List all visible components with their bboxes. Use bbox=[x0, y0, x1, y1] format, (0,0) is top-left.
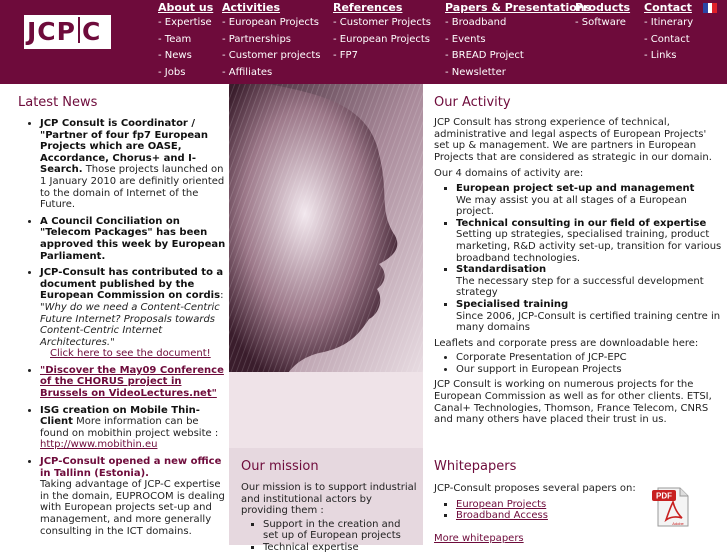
news-item: • A Council Conciliation on "Telecom Packages" has been approved this week by European Parliament. bbox=[40, 216, 229, 262]
news-item: • JCP-Consult opened a new office in Tallinn (Estonia). Taking advantage of JCP-C expertise in the domain, EUPROCOM is dealing with European projects set-up and management, and more generally consulting in the ICT domains. bbox=[40, 456, 229, 537]
news-item: • ISG creation on Mobile Thin-Client More information can be found on mobithin project website : http://www.mobithin.eu bbox=[40, 405, 229, 451]
whitepaper-item bbox=[456, 499, 644, 511]
jcpc-logo[interactable]: JCP C bbox=[24, 15, 111, 49]
leaflet-link[interactable]: • Corporate Presentation of JCP-EPC bbox=[456, 352, 722, 364]
pdf-document-icon[interactable] bbox=[652, 486, 692, 528]
activity-intro: JCP Consult has strong experience of technical, administrative and legal aspects of European Projects' set up & management. We are partners in European Projects that are considered as strategic in our domain. bbox=[434, 117, 712, 163]
photo-caption-area bbox=[229, 372, 423, 448]
news-item bbox=[40, 365, 229, 400]
nav-link[interactable]: - Events bbox=[445, 33, 486, 45]
nav-link[interactable]: - Newsletter bbox=[445, 66, 506, 78]
mission-item: ▪ Technical expertise bbox=[263, 542, 417, 554]
nav-contact bbox=[644, 0, 693, 65]
activity-title: Our Activity bbox=[434, 95, 511, 110]
nav-link[interactable]: - Jobs bbox=[158, 66, 186, 78]
nav-link[interactable]: - Links bbox=[644, 50, 677, 61]
nav-link[interactable]: - Itinerary bbox=[644, 17, 694, 28]
nav-link[interactable]: - European Projects bbox=[333, 33, 431, 45]
nav-heading[interactable]: Products bbox=[575, 1, 631, 14]
mission-title: Our mission bbox=[241, 459, 319, 474]
chorus-conference-link[interactable]: "Discover the May09 Conference of the CHORUS project in Brussels on VideoLectures.net" bbox=[40, 364, 224, 400]
domain-item: ▪ Standardisation The necessary step for a successful development strategy bbox=[456, 264, 722, 299]
whitepapers-panel bbox=[423, 448, 727, 545]
svg-text:PDF: PDF bbox=[656, 491, 672, 501]
site-header bbox=[0, 0, 727, 84]
see-document-link[interactable]: Click here to see the document! bbox=[50, 348, 211, 360]
news-item: • JCP Consult is Coordinator / "Partner of four fp7 European Projects which are OASE, Accordance, Chorus+ and I-Search. Those projects launched on 1 January 2010 are definitly oriented to the domain of Internet of the Future. bbox=[40, 118, 229, 211]
nav-link[interactable]: - Software bbox=[575, 17, 626, 28]
nav-link[interactable]: - Contact bbox=[644, 33, 690, 45]
domain-item: ▪ Technical consulting in our field of expertise Setting up strategies, specialised training, product marketing, R&D activity set-up, transition for various broadband technologies. bbox=[456, 218, 722, 264]
latest-news-panel bbox=[8, 84, 229, 545]
mobithin-link[interactable]: http://www.mobithin.eu bbox=[40, 439, 158, 451]
mission-intro: Our mission is to support industrial and institutional actors by providing them : bbox=[241, 482, 417, 517]
whitepapers-intro: JCP-Consult proposes several papers on: bbox=[434, 483, 636, 494]
face-photo bbox=[229, 84, 423, 372]
our-mission-panel bbox=[229, 448, 423, 553]
nav-heading[interactable]: Contact bbox=[644, 1, 692, 14]
nav-link[interactable]: - Partnerships bbox=[222, 33, 292, 45]
face-illustration bbox=[229, 84, 423, 372]
nav-link[interactable]: - Affiliates bbox=[222, 66, 273, 78]
nav-heading[interactable]: About us bbox=[158, 1, 214, 14]
nav-link[interactable]: - News bbox=[158, 50, 192, 61]
whitepapers-list bbox=[434, 499, 644, 522]
nav-link[interactable]: - Team bbox=[158, 33, 192, 45]
broadband-access-paper-link[interactable]: Broadband Access bbox=[456, 510, 548, 522]
whitepaper-item bbox=[456, 510, 644, 522]
nav-references bbox=[333, 0, 431, 65]
nav-link[interactable]: - BREAD Project bbox=[445, 50, 524, 61]
nav-papers bbox=[445, 0, 591, 81]
nav-link[interactable]: - FP7 bbox=[333, 50, 358, 61]
nav-about-us bbox=[158, 0, 213, 81]
nav-products bbox=[575, 0, 630, 32]
nav-link[interactable]: - Customer Projects bbox=[333, 17, 431, 28]
domains-list bbox=[434, 183, 722, 334]
domain-item: ▪ European project set-up and management We may assist you at all stages of a European project. bbox=[456, 183, 722, 218]
leaflet-link[interactable]: • Our support in European Projects bbox=[456, 364, 722, 376]
news-item: • JCP-Consult has contributed to a document published by the European Commission on cordis: "Why do we need a Content-Centric Future Internet? Proposals towards Content-Centric Internet Architectures." Click here to see the document! bbox=[40, 267, 229, 360]
nav-heading[interactable]: Activities bbox=[222, 1, 281, 14]
nav-link[interactable]: - Customer projects bbox=[222, 50, 321, 61]
nav-link[interactable]: - Expertise bbox=[158, 17, 212, 28]
latest-news-title: Latest News bbox=[18, 95, 98, 110]
mission-item: ▪ Support in the creation and set up of European projects bbox=[263, 519, 417, 542]
our-activity-panel bbox=[423, 84, 727, 448]
news-list bbox=[18, 118, 229, 542]
nav-link[interactable]: - European Projects bbox=[222, 17, 320, 28]
nav-heading[interactable]: References bbox=[333, 1, 403, 14]
domain-item: ▪ Specialised training Since 2006, JCP-Consult is certified training centre in many domains bbox=[456, 299, 722, 334]
leaflets-intro: Leaflets and corporate press are downloadable here: bbox=[434, 337, 699, 349]
nav-link[interactable]: - Broadband bbox=[445, 17, 507, 28]
mission-list bbox=[241, 519, 417, 554]
more-whitepapers-link[interactable]: More whitepapers bbox=[434, 532, 524, 544]
french-flag-icon[interactable] bbox=[703, 3, 717, 13]
nav-heading[interactable]: Papers & Presentations bbox=[445, 1, 592, 14]
leaflets-list bbox=[434, 352, 722, 375]
svg-text:Adobe: Adobe bbox=[672, 521, 684, 526]
activity-outro: JCP Consult is working on numerous projects for the European Commission as well as for other clients. ETSI, Canal+ Technologies, Thomson, France Telecom, CNRS and many others have placed their trust in us. bbox=[434, 379, 712, 426]
nav-activities bbox=[222, 0, 320, 81]
european-projects-paper-link[interactable]: European Projects bbox=[456, 498, 547, 510]
domains-intro: Our 4 domains of activity are: bbox=[434, 168, 584, 180]
whitepapers-title: Whitepapers bbox=[434, 459, 517, 474]
tallinn-office-link[interactable]: JCP-Consult opened a new office in Tallinn (Estonia). bbox=[40, 456, 222, 479]
